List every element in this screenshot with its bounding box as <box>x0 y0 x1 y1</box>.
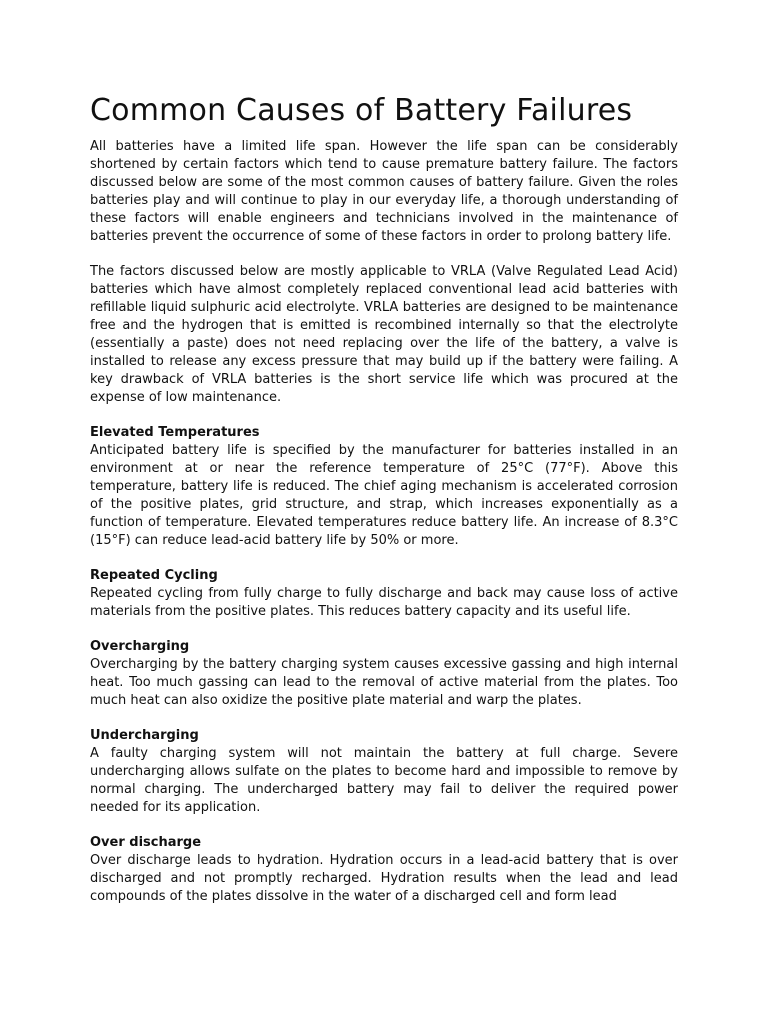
section-elevated-temperatures <box>90 424 678 550</box>
section-overcharging <box>90 638 678 710</box>
truncated-text-container <box>90 852 678 906</box>
document-page <box>90 92 678 923</box>
section-over-discharge <box>90 834 678 906</box>
section-undercharging <box>90 727 678 817</box>
section-heading: Overcharging <box>90 639 190 654</box>
intro-paragraph-1: All batteries have a limited life span. However the life span can be considerably shortened by certain factors which tend to cause premature battery failure. The factors discussed below are some of the most common causes of battery failure. Given the roles batteries play and will continue to play in our everyday life, a thorough understanding of these factors will enable engineers and technicians involved in the maintenance of batteries prevent the occurrence of some of these factors in order to prolong battery life. <box>90 139 678 244</box>
page-title: Common Causes of Battery Failures <box>90 93 633 128</box>
section-body: Repeated cycling from fully charge to fully discharge and back may cause loss of active materials from the positive plates. This reduces battery capacity and its useful life. <box>90 586 678 619</box>
section-heading: Undercharging <box>90 728 199 743</box>
section-heading: Over discharge <box>90 835 202 850</box>
section-body: A faulty charging system will not maintain the battery at full charge. Severe undercharging allows sulfate on the plates to become hard and impossible to remove by normal charging. The undercharged battery may fail to deliver the required power needed for its application. <box>90 746 678 815</box>
section-heading: Repeated Cycling <box>90 568 218 583</box>
section-body: Anticipated battery life is specified by the manufacturer for batteries installed in an environment at or near the reference temperature of 25°C (77°F). Above this temperature, battery life is reduced. The chief aging mechanism is accelerated corrosion of the positive plates, grid structure, and strap, which increases exponentially as a function of temperature. Elevated temperatures reduce battery life. An increase of 8.3°C (15°F) can reduce lead-acid battery life by 50% or more. <box>90 443 678 548</box>
section-heading: Elevated Temperatures <box>90 425 260 440</box>
section-body: Over discharge leads to hydration. Hydration occurs in a lead-acid battery that is over discharged and not promptly recharged. Hydration results when the lead and lead compounds of the plates dissolve in the water of a discharged cell and form lead <box>90 853 678 904</box>
section-repeated-cycling <box>90 567 678 621</box>
section-body: Overcharging by the battery charging system causes excessive gassing and high internal heat. Too much gassing can lead to the removal of active material from the plates. Too much heat can also oxidize the positive plate material and warp the plates. <box>90 657 678 708</box>
intro-paragraph-2: The factors discussed below are mostly applicable to VRLA (Valve Regulated Lead Acid) batteries which have almost completely replaced conventional lead acid batteries with refillable liquid sulphuric acid electrolyte. VRLA batteries are designed to be maintenance free and the hydrogen that is emitted is recombined internally so that the electrolyte (essentially a paste) does not need replacing over the life of the battery, a valve is installed to release any excess pressure that may build up if the battery were failing. A key drawback of VRLA batteries is the short service life which was procured at the expense of low maintenance. <box>90 264 678 405</box>
